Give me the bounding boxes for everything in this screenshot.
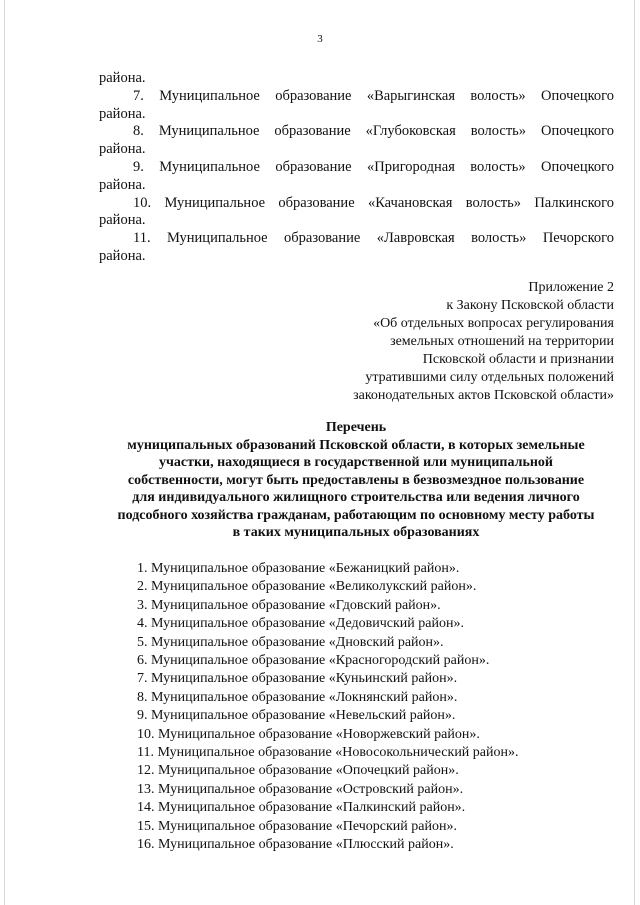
list-item: [99, 230, 614, 266]
item-tail: района.: [99, 141, 146, 158]
list-item: 4. Муниципальное образование «Дедовичский район».: [137, 616, 464, 632]
heading-line: участки, находящиеся в государственной или муниципальной: [159, 455, 553, 470]
scan-left-edge: [4, 0, 5, 905]
item-tail: района.: [99, 176, 146, 193]
appendix-line: «Об отдельных вопросах регулирования: [373, 316, 614, 331]
list-item: 8. Муниципальное образование «Локнянский район».: [137, 689, 458, 705]
item-first-line: 10. Муниципальное образование «Качановская волость» Палкинского: [133, 194, 614, 211]
list-item: 6. Муниципальное образование «Красногородский район».: [137, 653, 490, 669]
list-item: 3. Муниципальное образование «Гдовский район».: [137, 597, 441, 613]
appendix-line: Приложение 2: [528, 280, 614, 295]
page-number: 3: [317, 33, 323, 45]
item-tail: района.: [99, 105, 146, 122]
appendix-line: Псковской области и признании: [422, 352, 614, 367]
heading-line: в таких муниципальных образованиях: [232, 525, 480, 540]
list-item: [99, 159, 614, 195]
item-tail: района.: [99, 212, 146, 229]
municipalities-list: [137, 560, 519, 855]
appendix-line: земельных отношений на территории: [390, 334, 614, 349]
appendix-line: законодательных актов Псковской области»: [353, 388, 614, 403]
scan-right-edge: [634, 0, 635, 905]
heading-title: Перечень: [325, 420, 387, 435]
list-item: 14. Муниципальное образование «Палкинский район».: [137, 800, 466, 816]
list-item: 2. Муниципальное образование «Великолукский район».: [137, 579, 477, 595]
appendix-line: к Закону Псковской области: [446, 298, 614, 313]
list-item: 12. Муниципальное образование «Опочецкий район».: [137, 763, 459, 779]
list-heading: [90, 419, 622, 542]
list-item: [99, 88, 614, 124]
list-item: 10. Муниципальное образование «Новоржевский район».: [137, 726, 480, 742]
list-item: 9. Муниципальное образование «Невельский район».: [137, 708, 456, 724]
list-item: 15. Муниципальное образование «Печорский район».: [137, 818, 457, 834]
list-item: [99, 195, 614, 231]
list-item: 13. Муниципальное образование «Островский район».: [137, 781, 464, 797]
item-first-line: 7. Муниципальное образование «Варыгинская волость» Опочецкого: [133, 87, 614, 104]
numbered-items-continued: [99, 70, 614, 266]
appendix-line: утратившими силу отдельных положений: [365, 370, 614, 385]
continued-line: района.: [99, 70, 146, 86]
list-item: 16. Муниципальное образование «Плюсский район».: [137, 837, 454, 853]
heading-line: подсобного хозяйства гражданам, работающим по основному месту работы: [117, 507, 595, 523]
list-item: 11. Муниципальное образование «Новосокольнический район».: [137, 745, 519, 761]
item-first-line: 8. Муниципальное образование «Глубоковская волость» Опочецкого: [133, 123, 614, 140]
item-tail: района.: [99, 247, 146, 264]
list-item: [99, 123, 614, 159]
heading-line: собственности, могут быть предоставлены в безвозмездное пользование: [127, 472, 585, 488]
item-first-line: 11. Муниципальное образование «Лавровская волость» Печорского: [133, 230, 614, 247]
heading-line: муниципальных образований Псковской области, в которых земельные: [127, 437, 585, 453]
item-first-line: 9. Муниципальное образование «Пригородная волость» Опочецкого: [133, 158, 614, 175]
list-item: 5. Муниципальное образование «Дновский район».: [137, 634, 444, 650]
heading-line: для индивидуального жилищного строительства или ведения личного: [132, 490, 580, 505]
list-item: 1. Муниципальное образование «Бежаницкий район».: [137, 561, 460, 576]
appendix-header: [294, 279, 614, 405]
list-item: 7. Муниципальное образование «Куньинский район».: [137, 671, 458, 687]
